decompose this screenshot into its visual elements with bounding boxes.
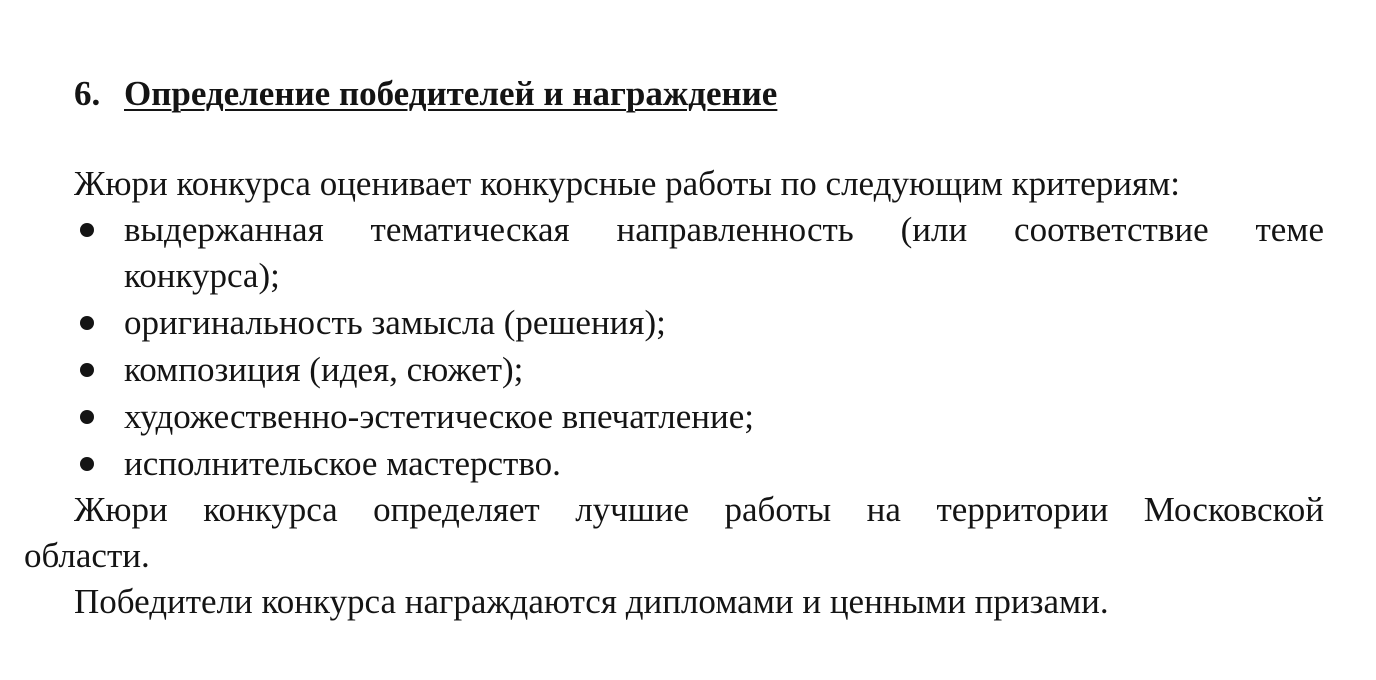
paragraph-3: Победители конкурса награждаются дипломами и ценными призами. <box>74 582 1109 621</box>
bullet-icon <box>80 316 94 330</box>
criterion-item-4: художественно-эстетическое впечатление; <box>124 397 755 436</box>
intro-text: Жюри конкурса оценивает конкурсные работы по следующим критериям: <box>74 164 1180 203</box>
bullet-icon <box>80 410 94 424</box>
criterion-item-1-line-2: конкурса); <box>124 256 280 295</box>
criterion-item-3: композиция (идея, сюжет); <box>124 350 524 389</box>
section-number: 6. <box>74 74 101 113</box>
bullet-icon <box>80 363 94 377</box>
paragraph-2-line-2: области. <box>24 536 150 575</box>
bullet-icon <box>80 223 94 237</box>
section-heading <box>74 72 777 116</box>
bullet-icon <box>80 457 94 471</box>
criterion-item-1-line-1: выдержанная тематическая направленность (или соответствие теме <box>124 210 1324 249</box>
section-title: Определение победителей и награждение <box>124 74 778 113</box>
criterion-item-5: исполнительское мастерство. <box>124 444 561 483</box>
paragraph-2-line-1: Жюри конкурса определяет лучшие работы на территории Московской <box>74 490 1324 529</box>
criterion-item-2: оригинальность замысла (решения); <box>124 303 666 342</box>
